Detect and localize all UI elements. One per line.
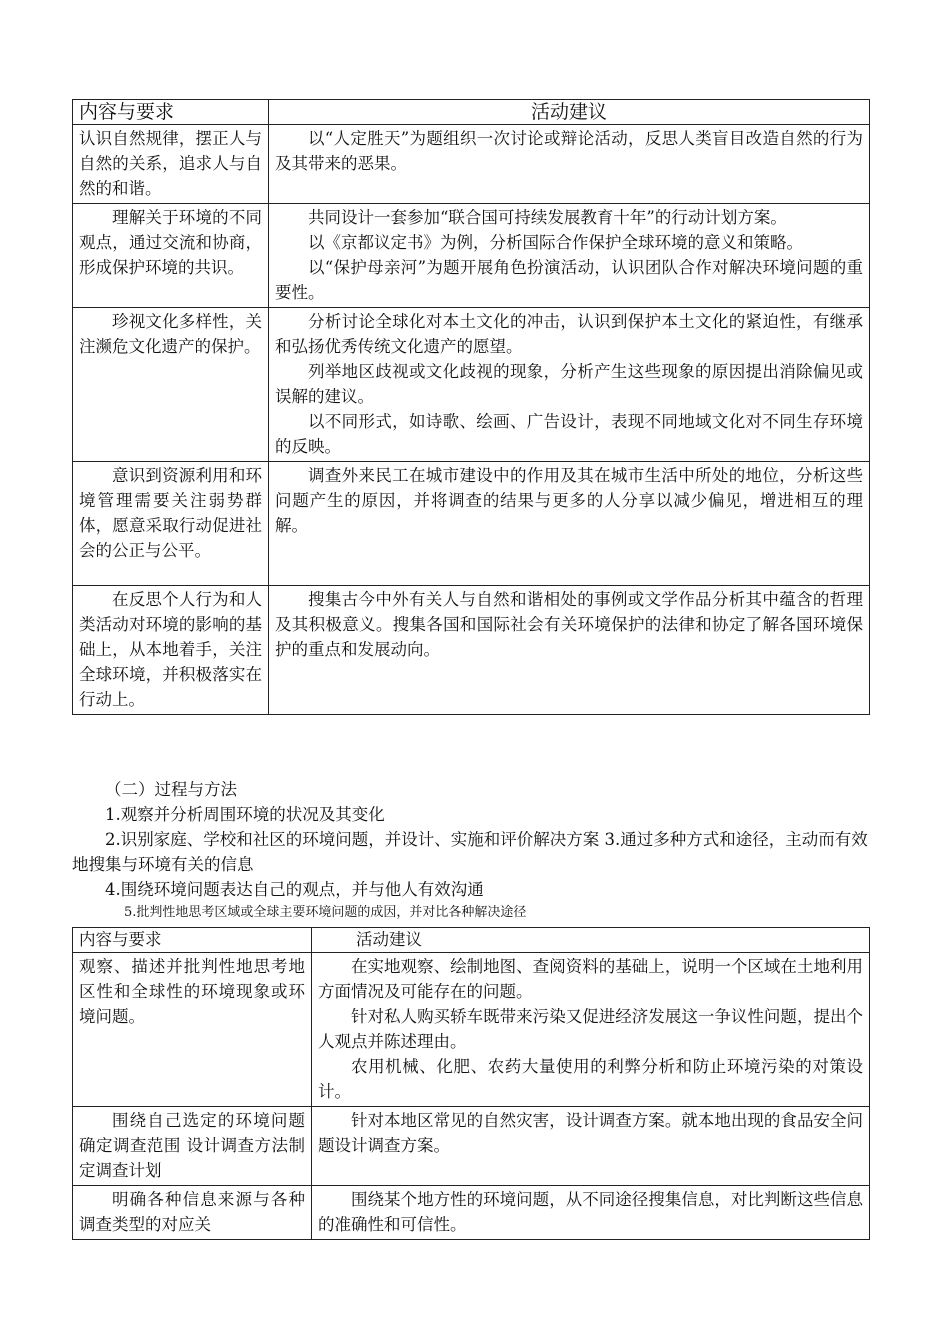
table-header-row bbox=[73, 928, 870, 953]
header-content-requirements: 内容与要求 bbox=[73, 928, 312, 953]
table-row bbox=[73, 462, 870, 586]
requirement-cell: 意识到资源利用和环境管理需要关注弱势群体，愿意采取行动促进社会的公正与公平。 bbox=[73, 462, 269, 586]
header-activity-suggestions: 活动建议 bbox=[312, 928, 870, 953]
suggestion-cell: 在实地观察、绘制地图、查阅资料的基础上，说明一个区域在土地利用方面情况及可能存在的问题。 针对私人购买轿车既带来污染又促进经济发展这一争议性问题，提出个人观点并陈述理由。 农用机械、化肥、农药大量使用的利弊分析和防止环境污染的对策设计。 bbox=[312, 953, 870, 1107]
table-content-activities-1 bbox=[72, 99, 870, 715]
section-item: 4.围绕环境问题表达自己的观点，并与他人有效沟通 bbox=[105, 880, 484, 899]
requirement-cell: 在反思个人行为和人类活动对环境的影响的基础上，从本地着手，关注全球环境，并积极落实在行动上。 bbox=[73, 586, 269, 715]
section-title: （二）过程与方法 bbox=[105, 780, 237, 799]
requirement-cell: 明确各种信息来源与各种调查类型的对应关 bbox=[73, 1186, 312, 1240]
table-row bbox=[73, 125, 870, 204]
requirement-cell: 认识自然规律，摆正人与自然的关系，追求人与自然的和谐。 bbox=[73, 125, 269, 204]
header-activity-suggestions: 活动建议 bbox=[269, 100, 870, 125]
requirement-cell: 理解关于环境的不同观点，通过交流和协商，形成保护环境的共识。 bbox=[73, 204, 269, 308]
section-item: 5.批判性地思考区域或全球主要环境问题的成因，并对比各种解决途径 bbox=[124, 905, 527, 920]
header-content-requirements: 内容与要求 bbox=[73, 100, 269, 125]
table-row bbox=[73, 586, 870, 715]
suggestion-cell: 分析讨论全球化对本土文化的冲击，认识到保护本土文化的紧迫性，有继承和弘扬优秀传统文化遗产的愿望。 列举地区歧视或文化歧视的现象，分析产生这些现象的原因提出消除偏见或误解的建议。 以不同形式，如诗歌、绘画、广告设计，表现不同地域文化对不同生存环境的反映。 bbox=[269, 308, 870, 462]
suggestion-cell: 围绕某个地方性的环境问题，从不同途径搜集信息，对比判断这些信息的准确性和可信性。 bbox=[312, 1186, 870, 1240]
suggestion-cell: 调查外来民工在城市建设中的作用及其在城市生活中所处的地位，分析这些问题产生的原因，并将调查的结果与更多的人分享以减少偏见，增进相互的理解。 bbox=[269, 462, 870, 586]
table-row bbox=[73, 308, 870, 462]
suggestion-cell: 搜集古今中外有关人与自然和谐相处的事例或文学作品分析其中蕴含的哲理及其积极意义。搜集各国和国际社会有关环境保护的法律和协定了解各国环境保护的重点和发展动向。 bbox=[269, 586, 870, 715]
table-row bbox=[73, 1186, 870, 1240]
requirement-cell: 珍视文化多样性，关注濒危文化遗产的保护。 bbox=[73, 308, 269, 462]
table-header-row bbox=[73, 100, 870, 125]
requirement-cell: 观察、描述并批判性地思考地区性和全球性的环境现象或环境问题。 bbox=[73, 953, 312, 1107]
section-item: 1.观察并分析周围环境的状况及其变化 bbox=[105, 805, 385, 824]
table-content-activities-2 bbox=[72, 927, 870, 1240]
suggestion-cell: 针对本地区常见的自然灾害，设计调查方案。就本地出现的食品安全问题设计调查方案。 bbox=[312, 1107, 870, 1186]
section-item: 2.识别家庭、学校和社区的环境问题，并设计、实施和评价解决方案 3.通过多种方式和途径，主动而有效地搜集与环境有关的信息 bbox=[72, 830, 868, 874]
suggestion-cell: 共同设计一套参加“联合国可持续发展教育十年”的行动计划方案。 以《京都议定书》为例，分析国际合作保护全球环境的意义和策略。 以“保护母亲河”为题开展角色扮演活动，认识团队合作对解决环境问题的重要性。 bbox=[269, 204, 870, 308]
table-row bbox=[73, 953, 870, 1107]
process-methods-section bbox=[72, 777, 872, 924]
requirement-cell: 围绕自己选定的环境问题确定调查范围 设计调查方法制定调查计划 bbox=[73, 1107, 312, 1186]
suggestion-cell: 以“人定胜天”为题组织一次讨论或辩论活动，反思人类盲目改造自然的行为及其带来的恶果。 bbox=[269, 125, 870, 204]
table-row bbox=[73, 204, 870, 308]
table-row bbox=[73, 1107, 870, 1186]
